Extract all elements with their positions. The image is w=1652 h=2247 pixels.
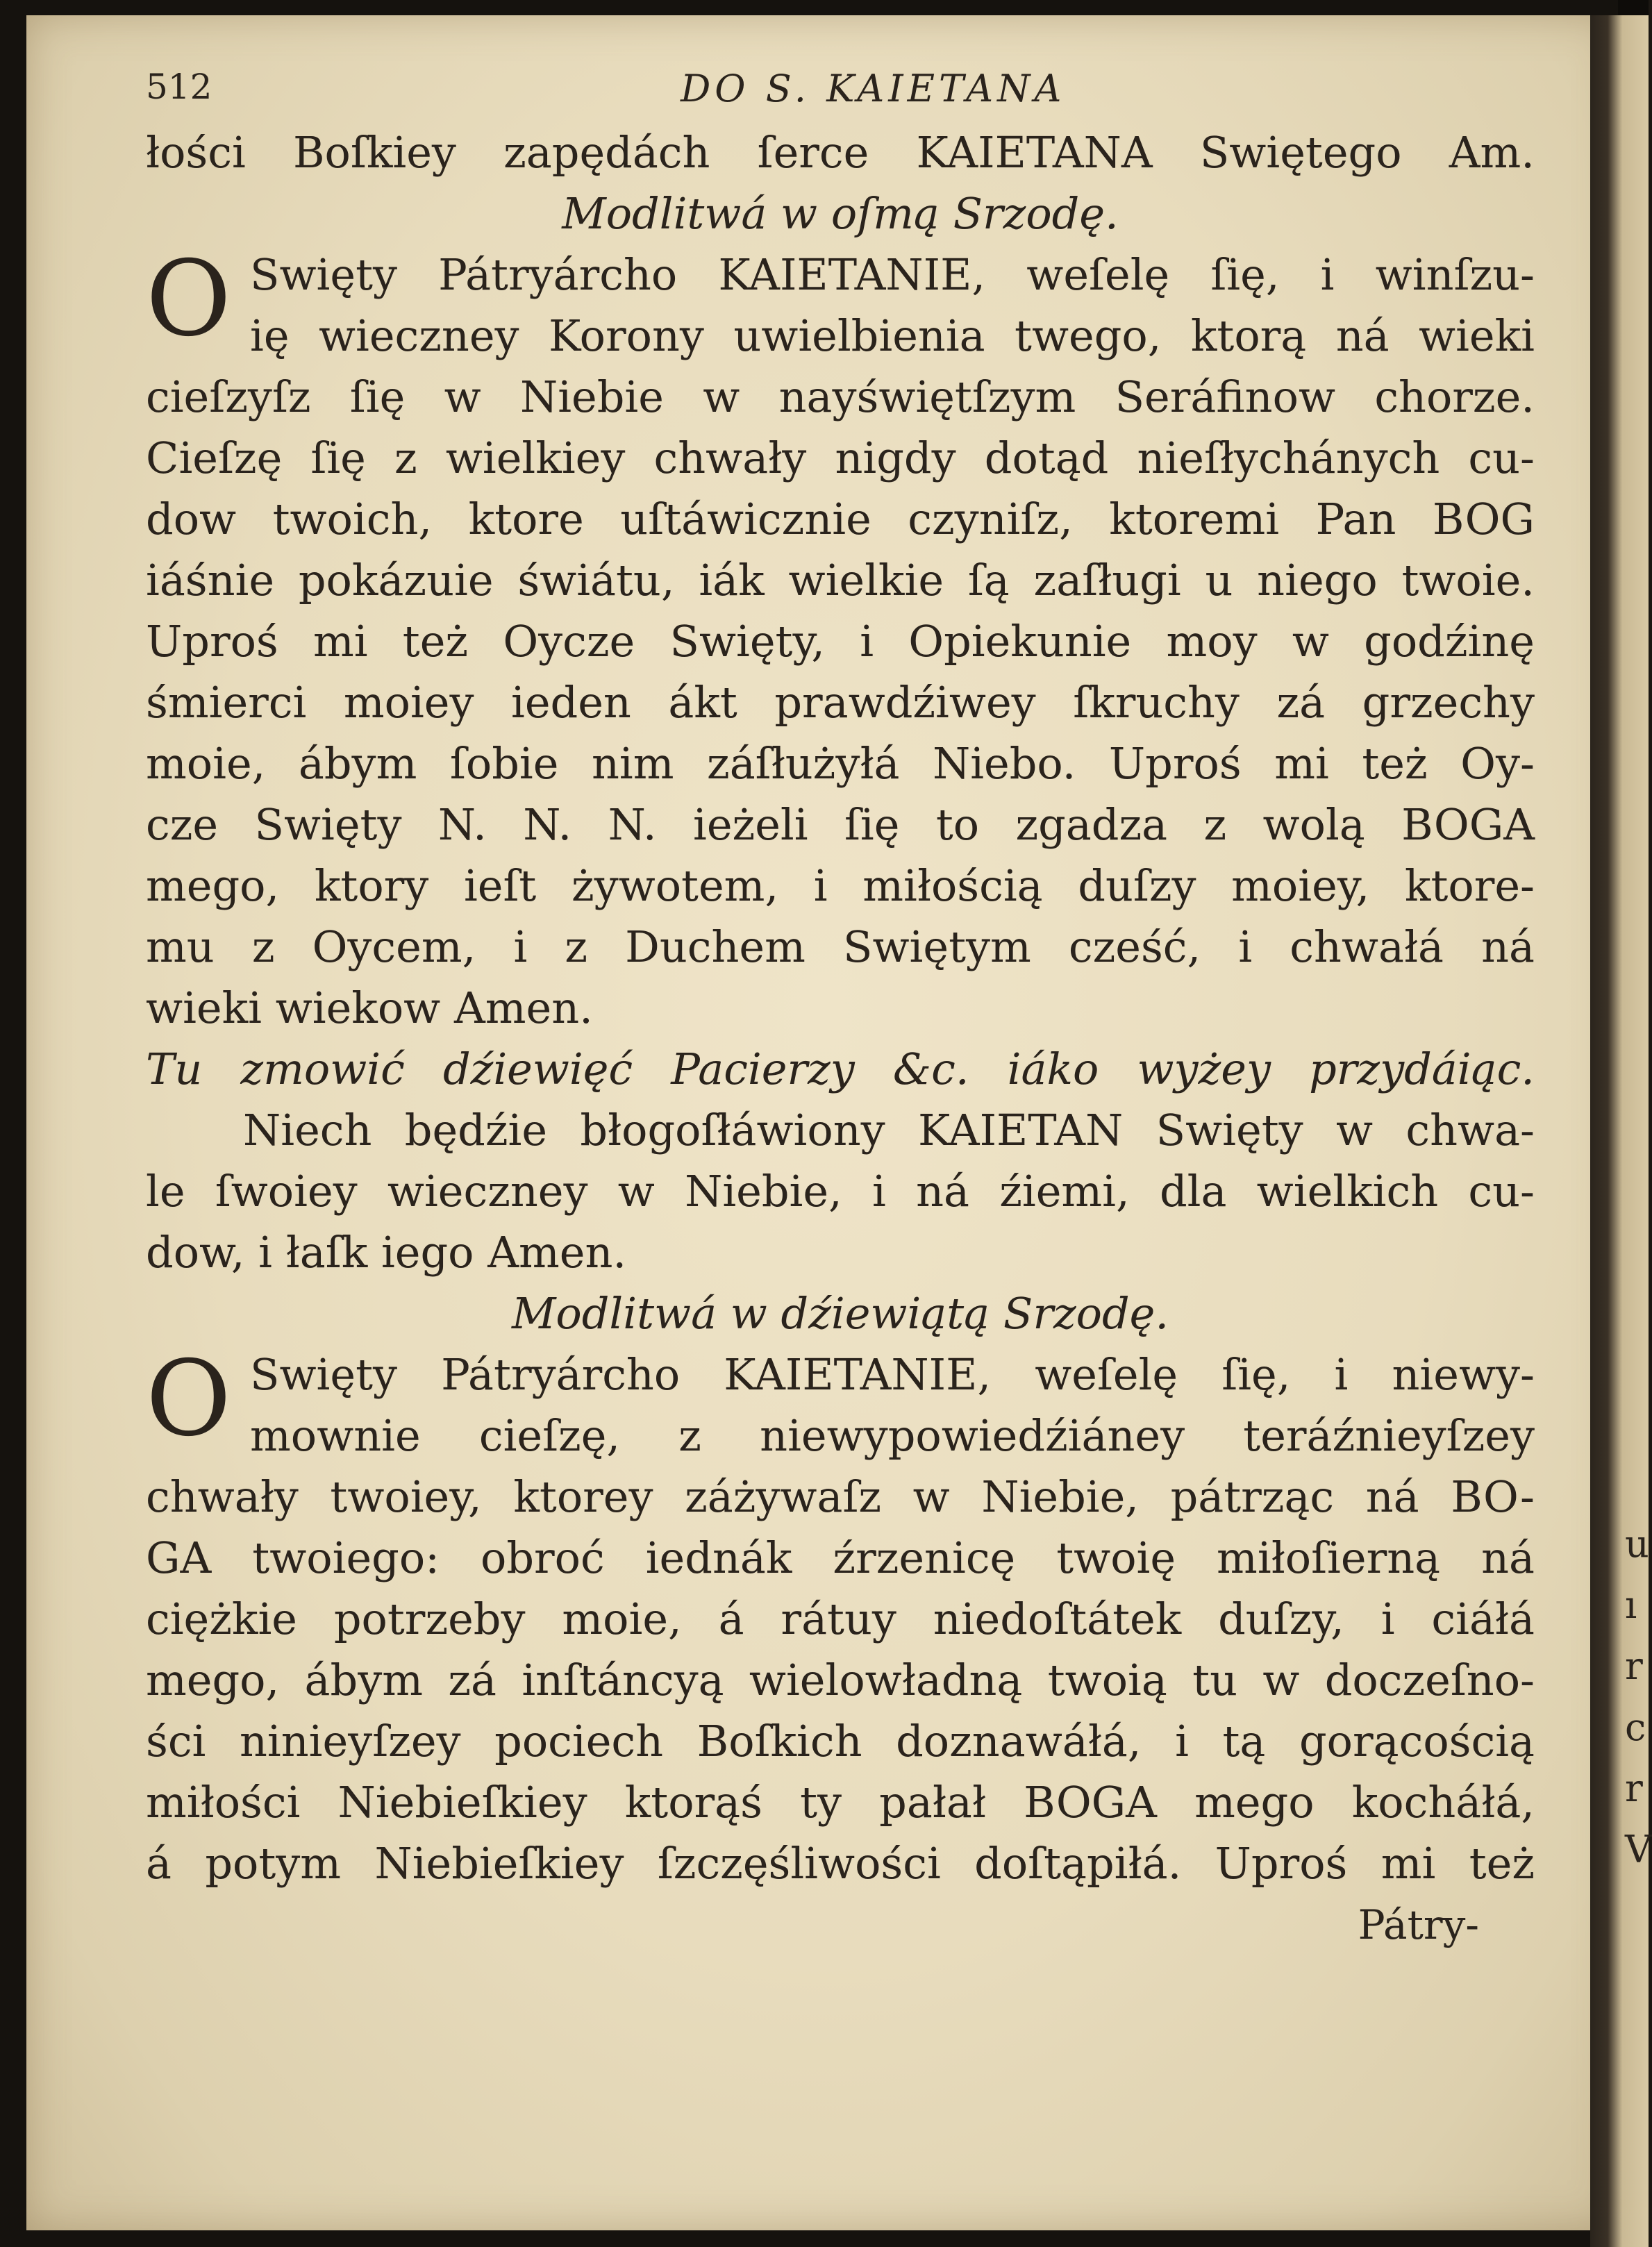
text-line: łości Boſkiey zapędách ſerce KAIETANA Swiętego Am. (146, 127, 1535, 178)
rubric-line: Tu zmowić dźiewięć Pacierzy &c. iáko wyżey przydáiąc. (146, 1044, 1535, 1094)
text-line: mownie cieſzę, z niewypowiedźiáney teráźnieyſzey (250, 1410, 1535, 1461)
blessing-paragraph (146, 1100, 1535, 1283)
drop-initial: O (146, 239, 231, 360)
prayer-ninth-wednesday (146, 1339, 1535, 1894)
text-line: wieki wiekow Amen. (146, 983, 593, 1033)
text-line: dow, i łaſk iego Amen. (146, 1227, 627, 1278)
edge-letter: V (1625, 1828, 1652, 1871)
text-line: Cieſzę ſię z wielkiey chwały nigdy dotąd nieſłychánych cu- (146, 433, 1535, 483)
text-line: mego, ábym zá inſtáncyą wielowładną twoią tu w doczeſno- (146, 1655, 1535, 1705)
text-line: ię wieczney Korony uwielbienia twego, ktorą ná wieki (250, 310, 1535, 361)
text-line: dow twoich, ktore uſtáwicznie czyniſz, ktoremi Pan BOG (146, 494, 1535, 544)
text-line: Swięty Pátryárcho KAIETANIE, weſelę ſię, i winſzu- (250, 249, 1535, 300)
text-line: mu z Oycem, i z Duchem Swiętym cześć, i chwałá ná (146, 921, 1535, 972)
text-line: ści ninieyſzey pociech Boſkich doznawáłá, i tą gorącością (146, 1716, 1535, 1766)
page-header (146, 67, 1535, 122)
edge-letter: u (1625, 1522, 1649, 1566)
edge-letter: r (1625, 1766, 1643, 1810)
text-line: miłości Niebieſkiey ktorąś ty pałał BOGA mego kocháłá, (146, 1777, 1535, 1828)
edge-letter: c (1625, 1705, 1646, 1749)
text-line: chwały twoiey, ktorey záżywaſz w Niebie, pátrząc ná BO- (146, 1471, 1535, 1522)
text-line: le ſwoiey wieczney w Niebie, i ná źiemi, dla wielkich cu- (146, 1166, 1535, 1217)
text-line: ciężkie potrzeby moie, á rátuy niedoſtátek duſzy, i ciáłá (146, 1594, 1535, 1644)
page-number: 512 (146, 67, 212, 107)
text-block (146, 67, 1535, 1955)
edge-letter: ı (1625, 1583, 1637, 1627)
edge-letter: r (1625, 1644, 1643, 1688)
text-line: mego, ktory ieſt żywotem, i miłością duſzy moiey, ktore- (146, 860, 1535, 911)
prayer-heading: Modlitwá w dźiewiątą Srzodę. (511, 1288, 1169, 1339)
text-line: Swięty Pátryárcho KAIETANIE, weſelę ſię, i niewy- (250, 1349, 1535, 1400)
book-gutter (1590, 15, 1652, 2247)
text-line: cieſzyſz ſię w Niebie w nayświętſzym Seráfinow chorze. (146, 371, 1535, 422)
running-head: DO S. KAIETANA (681, 67, 1066, 110)
prayer-eighth-wednesday (146, 239, 1535, 1039)
facing-page-fragments (1625, 1514, 1652, 1880)
text-line: Niech będźie błogoſłáwiony KAIETAN Swięty w chwa- (243, 1105, 1535, 1155)
catchword: Pátry- (1358, 1901, 1479, 1948)
text-line: cze Swięty N. N. N. ieżeli ſię to zgadza z wolą BOGA (146, 799, 1535, 850)
drop-initial: O (146, 1339, 231, 1460)
text-line: á potym Niebieſkiey ſzczęśliwości doſtąpiłá. Uproś mi też (146, 1838, 1535, 1889)
text-line: Uproś mi też Oycze Swięty, i Opiekunie moy w godźinę (146, 616, 1535, 667)
text-line: GA twoiego: obroć iednák źrzenicę twoię miłoſierną ná (146, 1532, 1535, 1583)
text-line: iáśnie pokázuie świátu, iák wielkie ſą zaſługi u niego twoie. (146, 555, 1535, 605)
text-line: śmierci moiey ieden ákt prawdźiwey ſkruchy zá grzechy (146, 677, 1535, 728)
prayer-heading: Modlitwá w oſmą Srzodę. (562, 188, 1119, 239)
text-line: moie, ábym ſobie nim záſłużyłá Niebo. Uproś mi też Oy- (146, 738, 1535, 789)
